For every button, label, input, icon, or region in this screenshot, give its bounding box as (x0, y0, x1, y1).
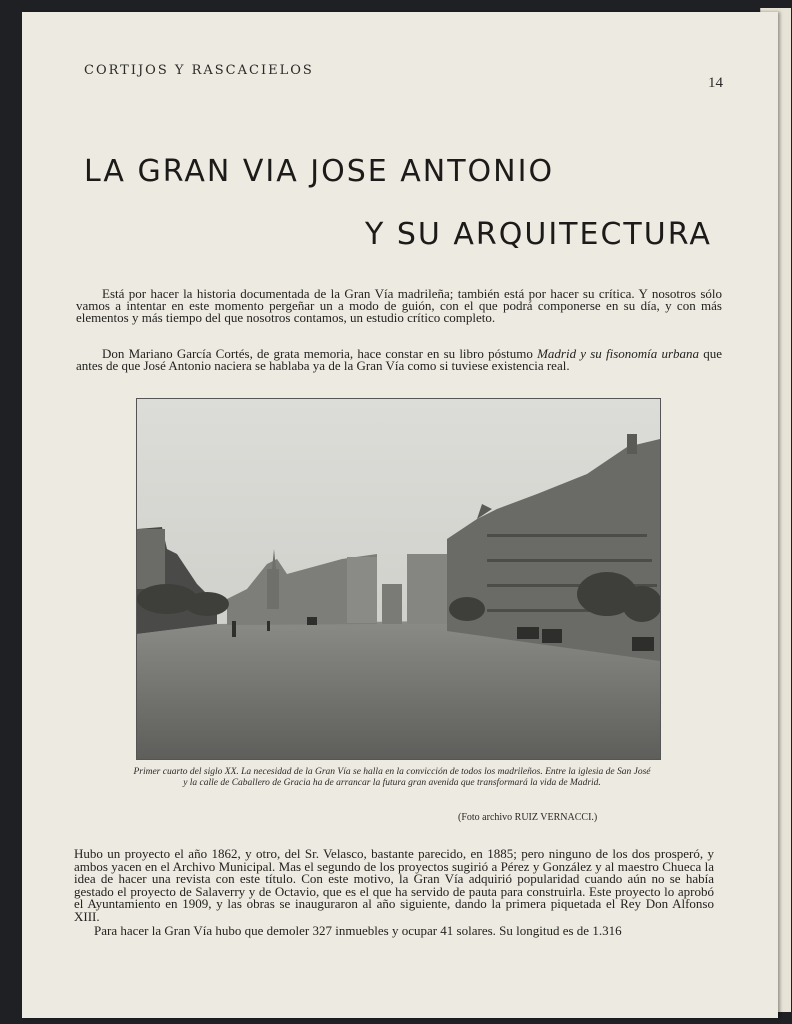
article-title-line-1: LA GRAN VIA JOSE ANTONIO (84, 154, 555, 189)
body-paragraph-2: Para hacer la Gran Vía hubo que demoler 327 inmuebles y ocupar 41 solares. Su longitud es de 1.316 (94, 923, 622, 938)
magazine-page (22, 12, 778, 1018)
intro-paragraph-1: Está por hacer la historia documentada de la Gran Vía madrileña; también está por hacer su crítica. Y nosotros sólo vamos a intentar en este momento pergeñar un a modo de guión, con el que podrá componerse en su día, y con más elementos y más tiempo del que nosotros contamos, un estudio crítico completo. (76, 286, 722, 325)
intro-paragraph-2-text-end: que antes de que José Antonio naciera se hablaba ya de la Gran Vía como si tuviese existencia real. (76, 346, 722, 373)
body-paragraph-1: Hubo un proyecto el año 1862, y otro, del Sr. Velasco, bastante parecido, en 1885; pero ninguno de los dos prosperó, y ambos yacen en el Archivo Municipal. Mas el segundo de los proyectos sugirió a Pérez y González y al maestro Chueca la idea de hacer una revista con este título. Con este motivo, la Gran Vía adquirió popularidad cuando aún no se había gestado el proyecto de Salaverry y de Octavio, que es el que ha servido de pauta para construirla. Este proyecto lo aprobó el Ayuntamiento en 1909, y las obras se inauguraron al año siguiente, dando la primera piquetada el Rey Don Alfonso XIII. (74, 846, 714, 924)
page-number: 14 (708, 75, 723, 91)
intro-paragraph-2-text: Don Mariano García Cortés, de grata memoria, hace constar en su libro póstumo (102, 346, 538, 361)
running-head: CORTIJOS Y RASCACIELOS (84, 63, 314, 78)
book-title: Madrid y su fisonomía urbana (537, 346, 700, 361)
photo-caption: Primer cuarto del siglo XX. La necesidad de la Gran Vía se halla en la convicción de todos los madrileños. Entre la iglesia de San José y la calle de Caballero de Gracia ha de arrancar la futura gran avenida que transformará la vida de Madrid. (133, 767, 651, 788)
article-title-line-2: Y SU ARQUITECTURA (365, 217, 712, 252)
intro-paragraph-2 (76, 348, 722, 372)
photo-credit: (Foto archivo RUIZ VERNACCI.) (458, 812, 598, 823)
gran-via-street-photo (136, 398, 661, 760)
